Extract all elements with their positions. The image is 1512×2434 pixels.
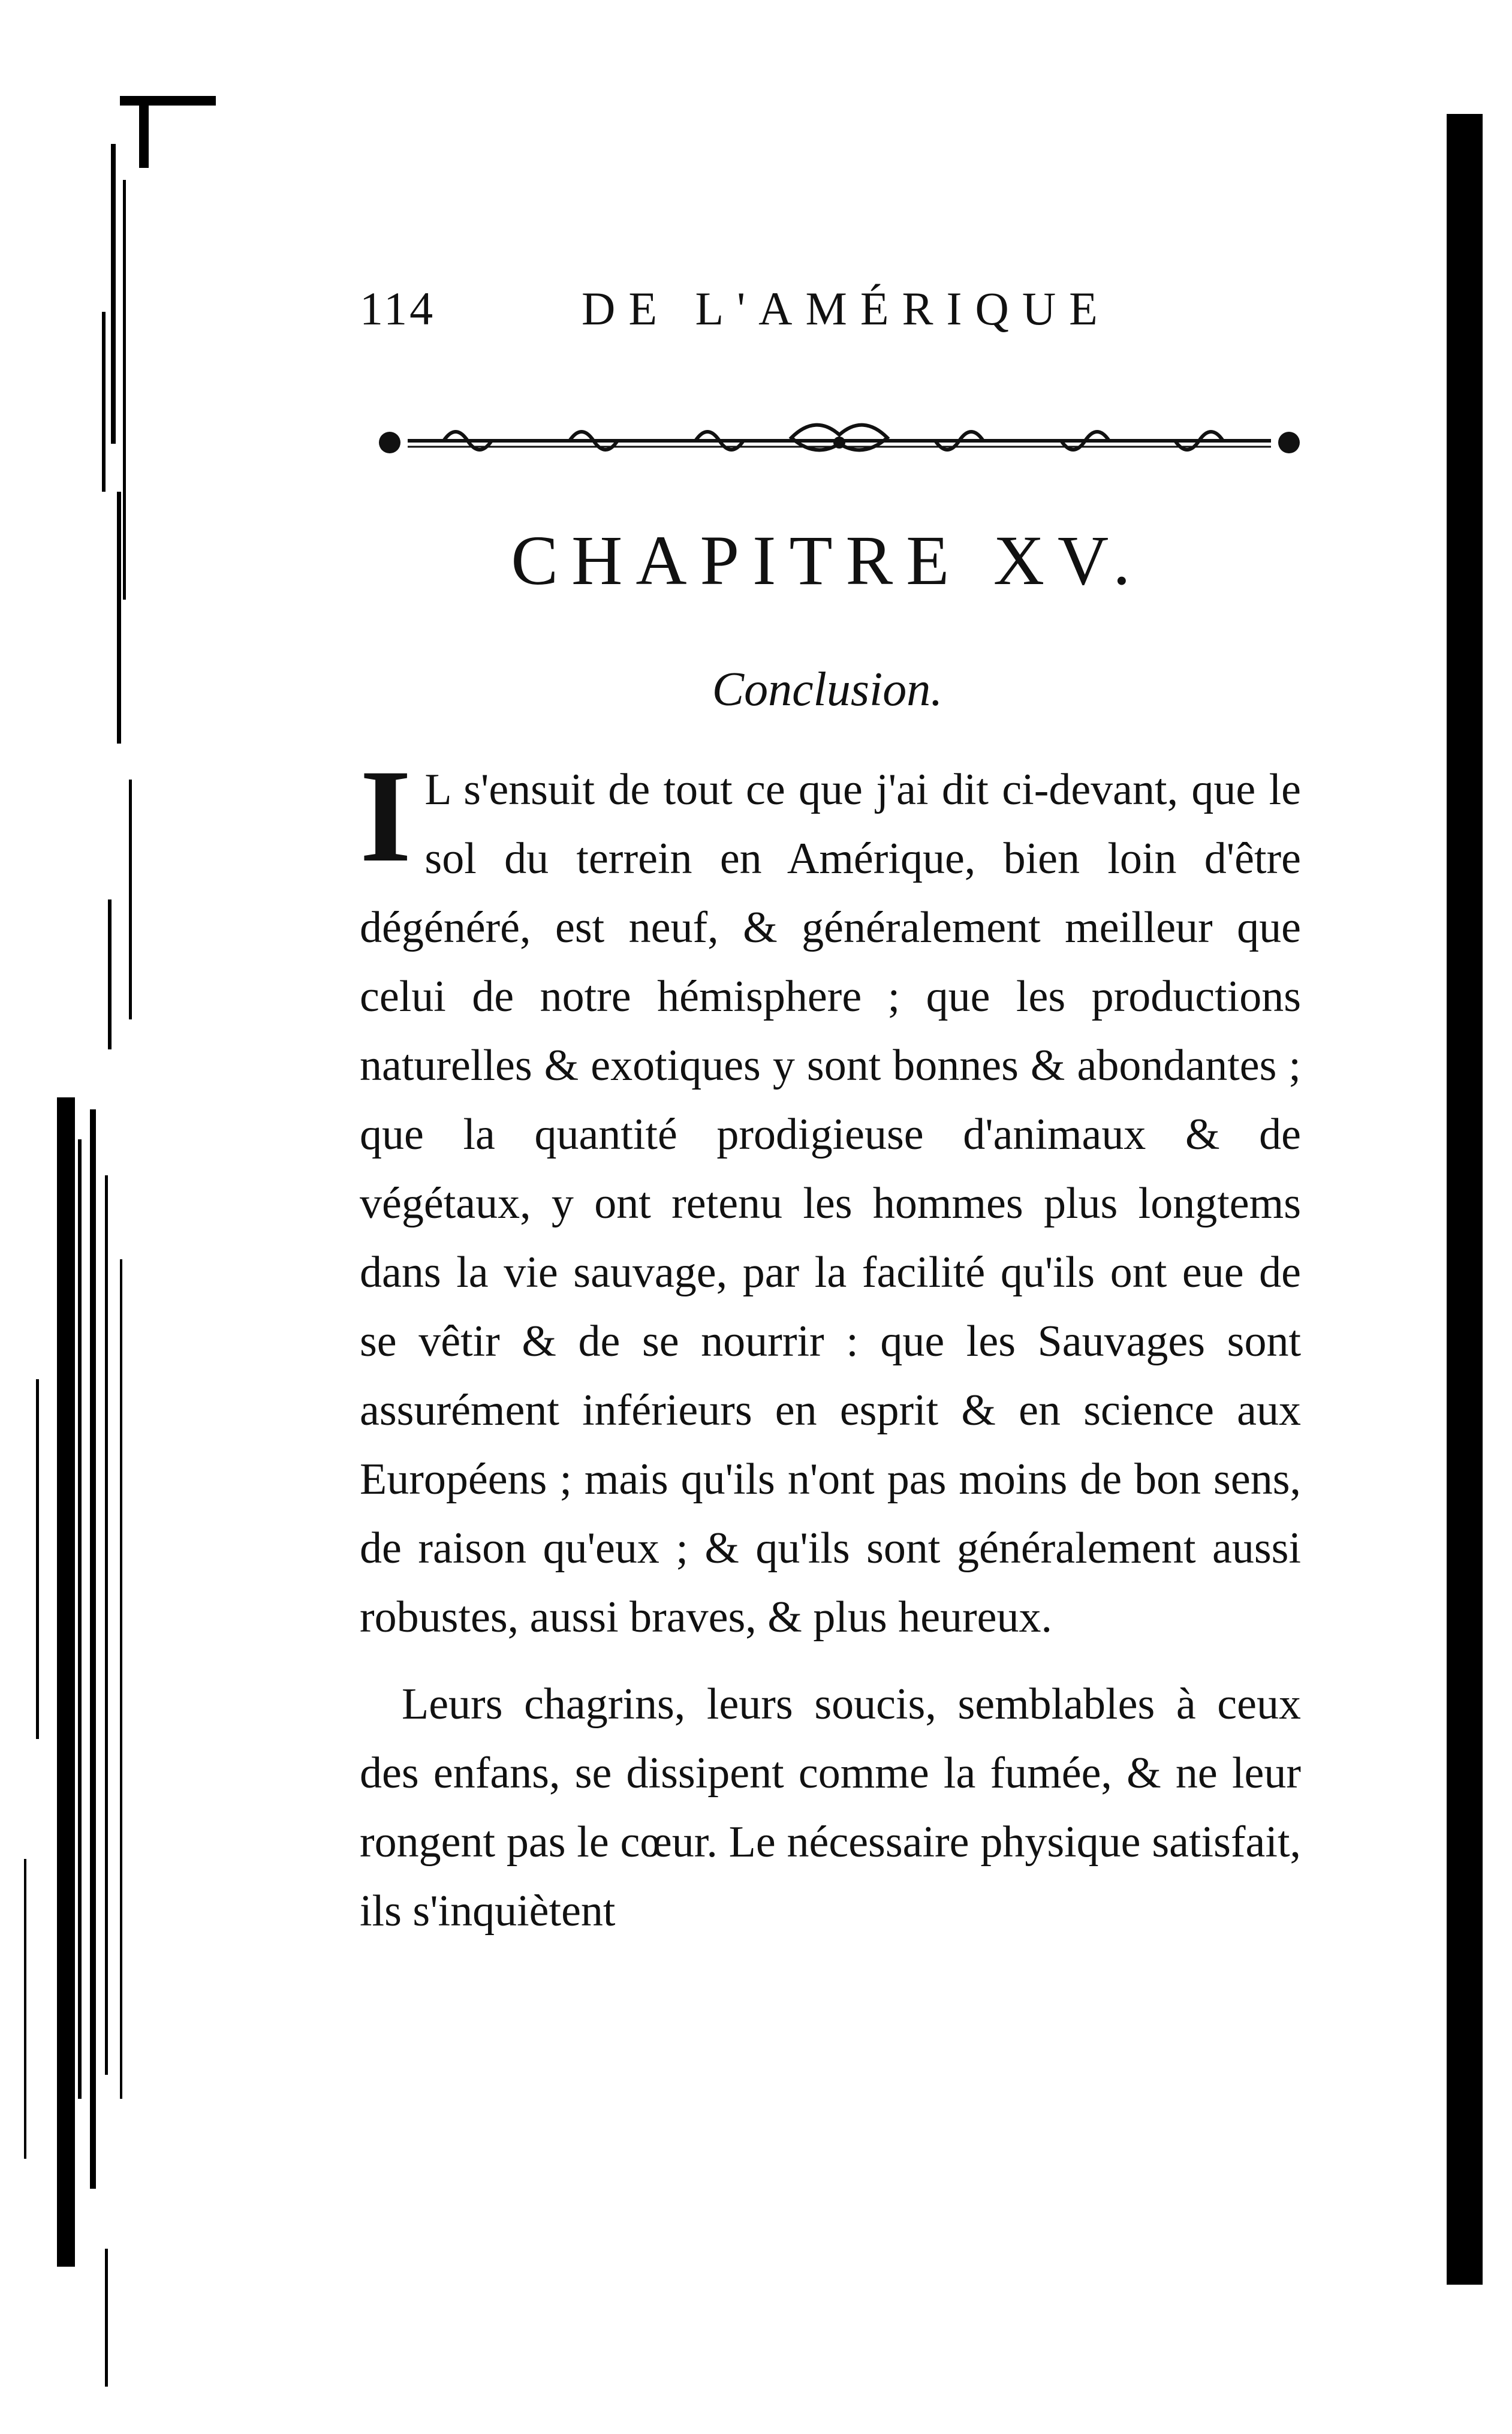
running-title: DE L'AMÉRIQUE [582, 282, 1111, 335]
scan-corner-stem [139, 96, 149, 168]
headpiece-ornament [372, 414, 1307, 468]
chapter-subtitle: Conclusion. [712, 663, 943, 716]
body-text [360, 742, 1301, 1946]
drop-cap: I [360, 742, 412, 890]
scan-corner-mark [120, 96, 216, 106]
paragraph-text: Leurs chagrins, leurs soucis, semblables à ceux des enfans, se dissipent comme la fumée, & ne leur rongent pas le cœur. Le nécessaire physique satisfait, ils s'inquiètent [360, 1680, 1301, 1936]
chapter-title: CHAPITRE XV. [511, 521, 1144, 600]
paragraph-text: L s'ensuit de tout ce que j'ai dit ci-devant, que le sol du terrein en Amérique, bien loin d'être dégénéré, est neuf, & généralement meilleur que celui de notre hémisphere ; que les productions naturelles & exotiques y sont bonnes & abondantes ; que la quantité prodigieuse d'animaux & de végétaux, y ont retenu les hommes plus longtems dans la vie sauvage, par la facilité qu'ils ont eue de se vêtir & de se nourrir : que les Sauvages sont assurément inférieurs en esprit & en science aux Européens ; mais qu'ils n'ont pas moins de bon sens, de raison qu'eux ; & qu'ils sont généralement aussi robustes, aussi braves, & plus heureux. [360, 765, 1301, 1642]
paragraph [360, 742, 1301, 1652]
page-number: 114 [360, 282, 436, 335]
scan-gutter [0, 0, 156, 2434]
paragraph [360, 1670, 1301, 1946]
scan-edge-bar [1447, 114, 1483, 2285]
running-header [360, 282, 1295, 348]
